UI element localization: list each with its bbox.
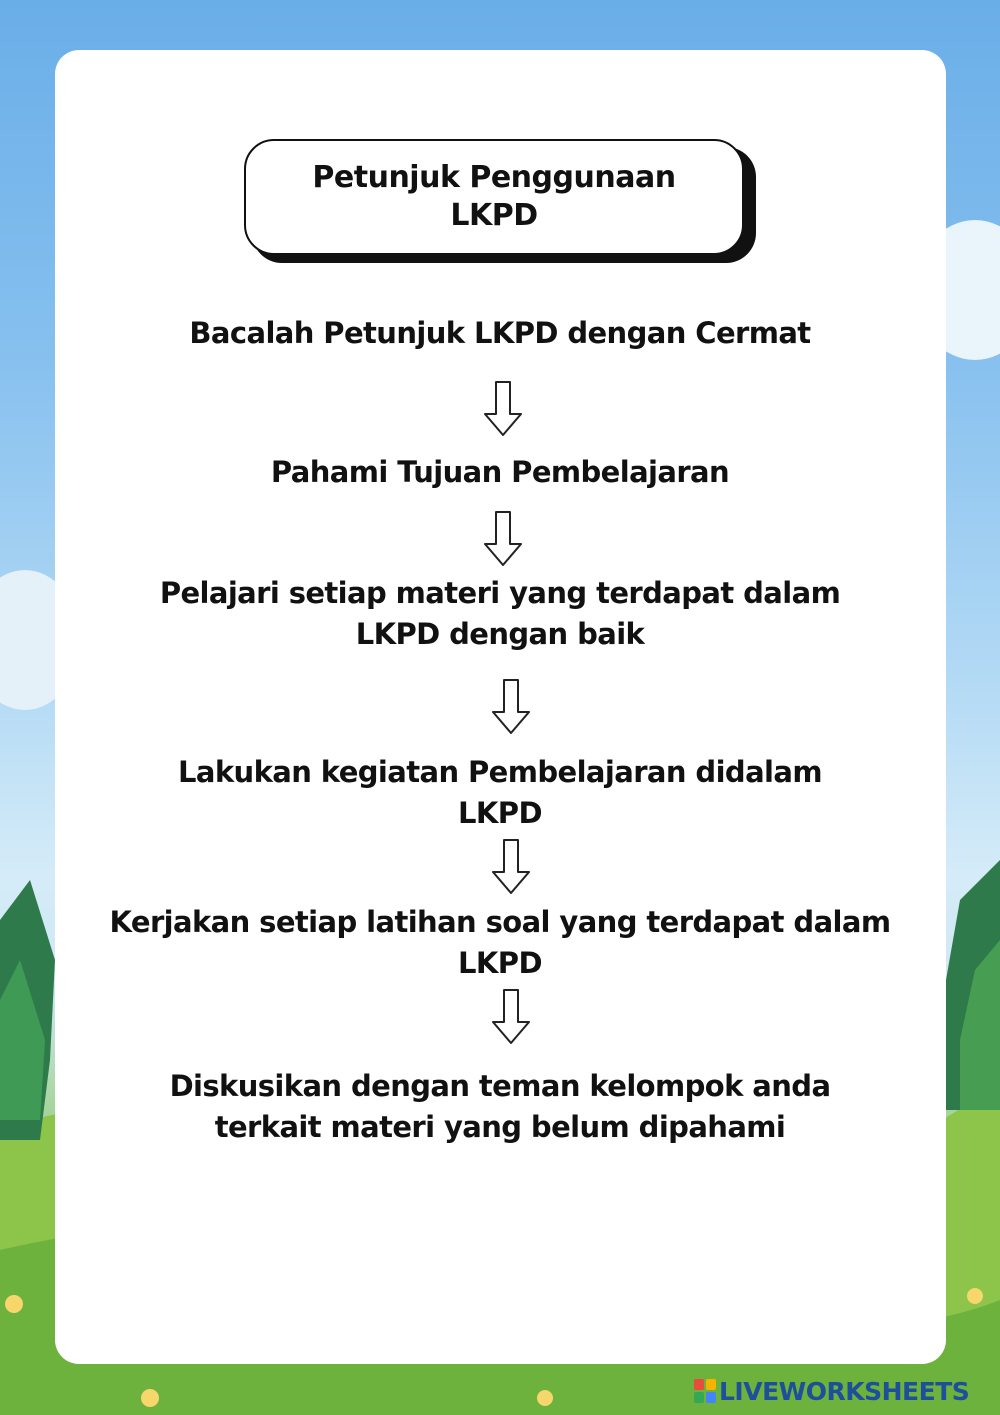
step-1-line-1: Bacalah Petunjuk LKPD dengan Cermat — [189, 316, 811, 350]
page-title-line-1: Petunjuk Penggunaan — [312, 160, 676, 195]
step-6-line-2: terkait materi yang belum dipahami — [214, 1110, 786, 1144]
step-4-line-2: LKPD — [458, 796, 542, 830]
liveworksheets-logo-icon — [694, 1379, 716, 1403]
step-5-line-2: LKPD — [458, 946, 542, 980]
title-box — [244, 139, 744, 255]
down-arrow-icon — [482, 510, 524, 568]
liveworksheets-logo[interactable] — [694, 1376, 969, 1406]
down-arrow-icon — [490, 838, 532, 896]
step-5 — [60, 902, 940, 984]
step-1 — [60, 313, 940, 354]
logo-text: LIVEWORKSHEETS — [719, 1376, 970, 1406]
step-2 — [60, 452, 940, 493]
step-5-line-1: Kerjakan setiap latihan soal yang terdapat dalam — [109, 905, 891, 939]
down-arrow-icon — [490, 678, 532, 736]
page-title-line-2: LKPD — [450, 198, 538, 233]
step-4-line-1: Lakukan kegiatan Pembelajaran didalam — [178, 755, 822, 789]
step-2-line-1: Pahami Tujuan Pembelajaran — [270, 455, 730, 489]
step-6 — [60, 1066, 940, 1148]
step-3-line-1: Pelajari setiap materi yang terdapat dalam — [159, 576, 841, 610]
step-3 — [60, 573, 940, 655]
step-4 — [60, 752, 940, 834]
step-3-line-2: LKPD dengan baik — [355, 617, 645, 651]
down-arrow-icon — [490, 988, 532, 1046]
down-arrow-icon — [482, 380, 524, 438]
step-6-line-1: Diskusikan dengan teman kelompok anda — [169, 1069, 831, 1103]
